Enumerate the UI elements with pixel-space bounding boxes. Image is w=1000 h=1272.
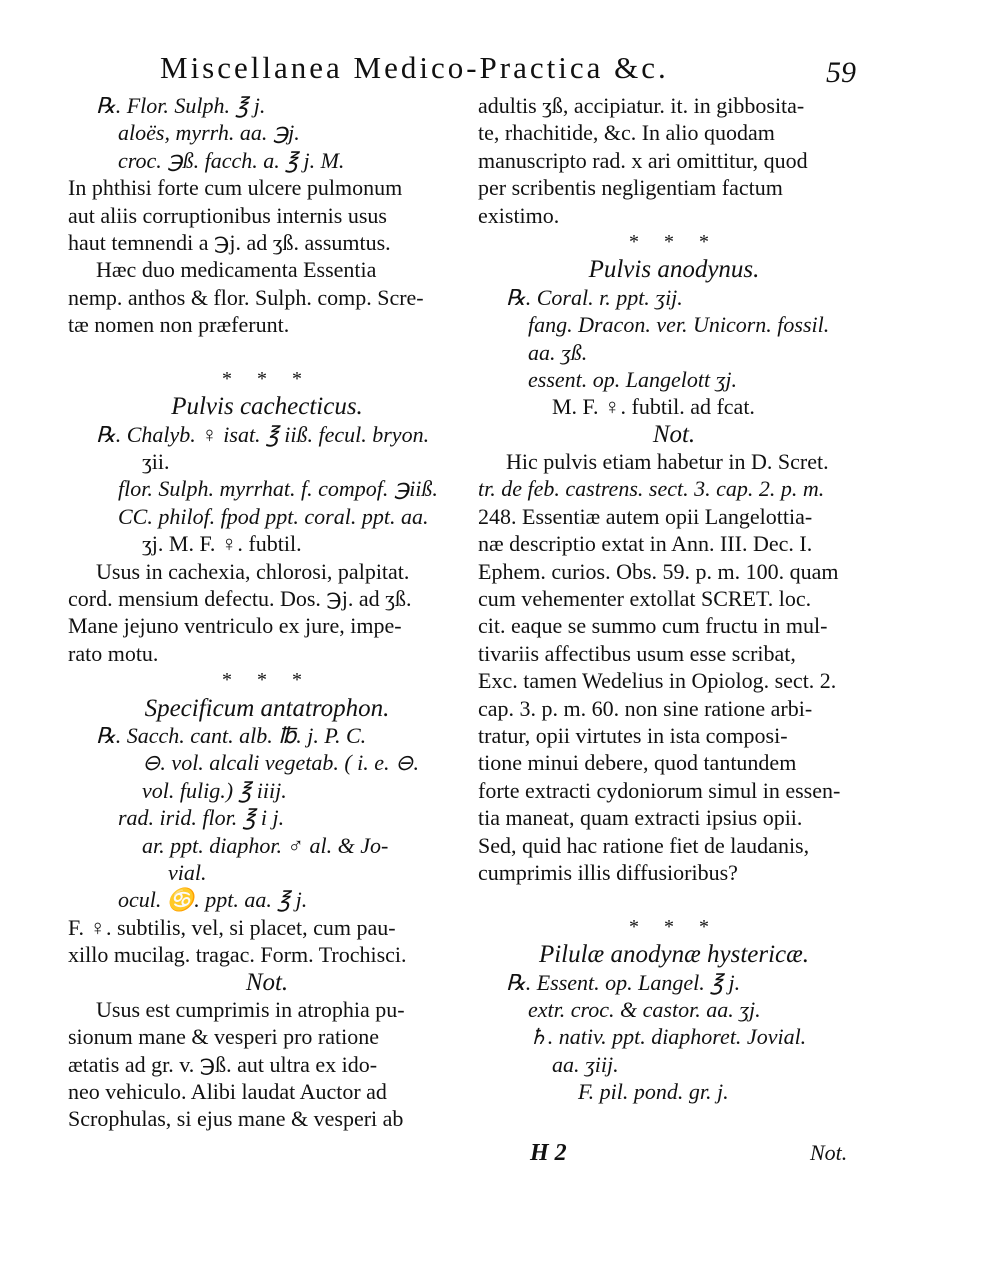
text-line: adultis ʒß, accipiatur. it. in gibbosita- bbox=[478, 93, 805, 118]
text-line: sionum mane & vesperi pro ratione bbox=[68, 1024, 379, 1050]
text-line: neo vehiculo. Alibi laudat Auctor ad bbox=[68, 1079, 387, 1105]
text-line: Ephem. curios. Obs. 59. p. m. 100. quam bbox=[478, 558, 839, 584]
text-line: ℞. Flor. Sulph. ℥ j. bbox=[96, 93, 266, 118]
text-line: aloës, myrrh. aa. ℈j. bbox=[118, 120, 300, 146]
text-line: existimo. bbox=[478, 202, 560, 228]
text-line: manuscripto rad. x ari omittitur, quod bbox=[478, 147, 808, 173]
text-line: ætatis ad gr. v. ℈ß. aut ultra ex ido- bbox=[68, 1051, 378, 1077]
running-title: Miscellanea Medico-Practica &c. bbox=[160, 50, 669, 85]
text-line: vial. bbox=[168, 859, 207, 885]
text-line: * * * bbox=[629, 230, 719, 253]
left-column bbox=[68, 92, 466, 1133]
text-line: Exc. tamen Wedelius in Opiolog. sect. 2. bbox=[478, 668, 837, 694]
text-line: per scribentis negligentiam factum bbox=[478, 175, 783, 201]
text-line: essent. op. Langelott ʒj. bbox=[528, 366, 737, 392]
signature-mark: H 2 bbox=[530, 1140, 567, 1166]
text-line: fang. Dracon. ver. Unicorn. fossil. bbox=[528, 312, 830, 338]
text-line: 248. Essentiæ autem opii Langelottia- bbox=[478, 503, 813, 529]
text-line: tione minui debere, quod tantundem bbox=[478, 750, 797, 776]
text-line: M. F. ♀. fubtil. ad fcat. bbox=[552, 394, 755, 420]
right-column bbox=[478, 92, 870, 1105]
text-line bbox=[478, 886, 870, 913]
text-line: * * * bbox=[222, 367, 312, 390]
text-line: Hæc duo medicamenta Essentia bbox=[96, 257, 377, 283]
text-line: ℞. Coral. r. ppt. ʒij. bbox=[506, 284, 683, 310]
text-line: Pulvis anodynus. bbox=[588, 256, 760, 284]
text-line: Pilulæ anodynæ hystericæ. bbox=[538, 941, 810, 969]
text-line: F. ♀. subtilis, vel, si placet, cum pau- bbox=[68, 914, 396, 940]
text-line: Specificum antatrophon. bbox=[144, 694, 390, 722]
text-line: ♄. nativ. ppt. diaphoret. Jovial. bbox=[528, 1024, 807, 1050]
text-line: aut aliis corruptionibus internis usus bbox=[68, 202, 387, 228]
text-line: Not. bbox=[652, 420, 696, 448]
text-line: ℞. Sacch. cant. alb. ℔. j. P. C. bbox=[96, 722, 367, 748]
text-line: vol. fulig.) ℥ iiij. bbox=[142, 777, 287, 803]
text-line: tr. de feb. castrens. sect. 3. cap. 2. p. m. bbox=[478, 476, 825, 502]
text-line: CC. philof. fpod ppt. coral. ppt. aa. bbox=[118, 503, 429, 529]
text-line: F. pil. pond. gr. j. bbox=[578, 1079, 729, 1105]
text-line: ⊖. vol. alcali vegetab. ( i. e. ⊖. bbox=[142, 750, 419, 776]
text-line: aa. ʒiij. bbox=[552, 1051, 619, 1077]
text-line: ℞. Chalyb. ♀ isat. ℥ iiß. fecul. bryon. bbox=[96, 421, 430, 447]
text-line: ℞. Essent. op. Langel. ℥ j. bbox=[506, 969, 741, 995]
text-line: aa. ʒß. bbox=[528, 339, 588, 365]
text-line: tia maneat, quam extracti ipsius opii. bbox=[478, 805, 803, 831]
text-line: tivariis affectibus usum esse scribat, bbox=[478, 640, 796, 666]
text-line: Usus est cumprimis in atrophia pu- bbox=[96, 996, 405, 1022]
text-line: * * * bbox=[629, 915, 719, 938]
text-line: tratur, opii virtutes in ista composi- bbox=[478, 722, 788, 748]
text-line: haut temnendi a ℈j. ad ʒß. assumtus. bbox=[68, 229, 391, 255]
text-line: ocul. ♋. ppt. aa. ℥ j. bbox=[118, 887, 308, 913]
text-line: Mane jejuno ventriculo ex jure, impe- bbox=[68, 613, 402, 639]
text-line: Sed, quid hac ratione fiet de laudanis, bbox=[478, 832, 810, 858]
text-line: cit. eaque se summo cum fructu in mul- bbox=[478, 613, 828, 639]
text-line: nemp. anthos & flor. Sulph. comp. Scre- bbox=[68, 284, 424, 310]
page-number: 59 bbox=[826, 56, 856, 89]
text-line: In phthisi forte cum ulcere pulmonum bbox=[68, 175, 403, 201]
text-line: xillo mucilag. tragac. Form. Trochisci. bbox=[68, 942, 407, 968]
text-line: te, rhachitide, &c. In alio quodam bbox=[478, 120, 775, 146]
text-line: tæ nomen non præferunt. bbox=[68, 312, 290, 338]
text-line: cord. mensium defectu. Dos. ℈j. ad ʒß. bbox=[68, 586, 412, 612]
text-line: forte extracti cydoniorum simul in essen- bbox=[478, 777, 841, 803]
text-line: cum vehementer extollat SCRET. loc. bbox=[478, 586, 812, 612]
text-line: Usus in cachexia, chlorosi, palpitat. bbox=[96, 558, 410, 584]
text-line: ʒii. bbox=[142, 449, 170, 475]
text-line: ʒj. M. F. ♀. fubtil. bbox=[142, 531, 302, 557]
text-line: cap. 3. p. m. 60. non sine ratione arbi- bbox=[478, 695, 813, 721]
text-line: rato motu. bbox=[68, 640, 159, 666]
text-line: næ descriptio extat in Ann. III. Dec. I. bbox=[478, 531, 813, 557]
text-line: Pulvis cachecticus. bbox=[171, 393, 363, 421]
text-line: extr. croc. & castor. aa. ʒj. bbox=[528, 996, 761, 1022]
text-line: cumprimis illis diffusioribus? bbox=[478, 859, 738, 885]
text-line: Hic pulvis etiam habetur in D. Scret. bbox=[506, 449, 829, 475]
text-line: ar. ppt. diaphor. ♂ al. & Jo- bbox=[142, 832, 389, 858]
text-line: croc. ℈ß. facch. a. ℥ j. M. bbox=[118, 147, 345, 173]
catchword: Not. bbox=[810, 1140, 848, 1165]
text-line: * * * bbox=[222, 669, 312, 692]
text-line: rad. irid. flor. ℥ i j. bbox=[118, 805, 285, 831]
text-line bbox=[68, 339, 466, 366]
text-line: Scrophulas, si ejus mane & vesperi ab bbox=[68, 1106, 404, 1132]
text-line: Not. bbox=[245, 968, 289, 996]
text-line: flor. Sulph. myrrhat. f. compof. ℈iiß. bbox=[118, 476, 438, 502]
